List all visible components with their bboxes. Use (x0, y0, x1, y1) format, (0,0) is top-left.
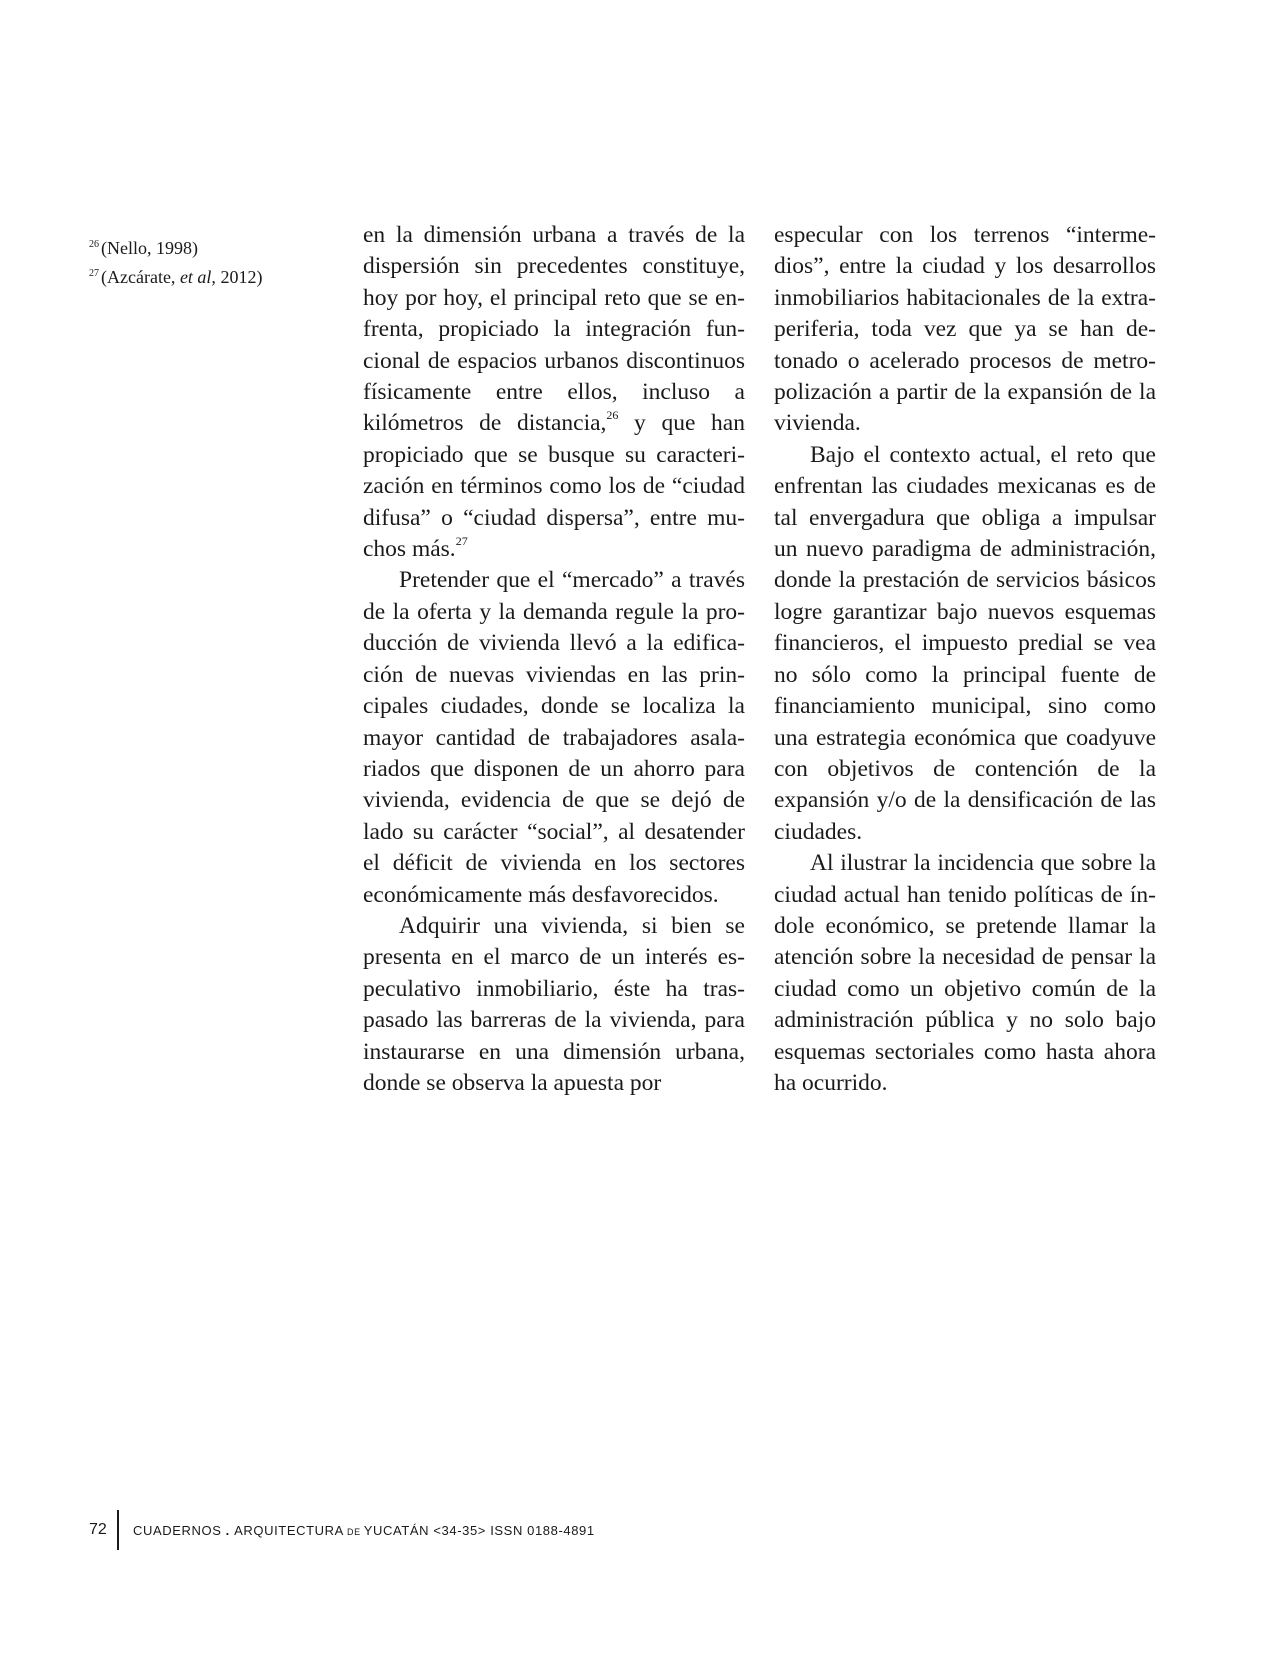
journal-separator: . (221, 1522, 235, 1538)
footer-divider (117, 1510, 119, 1550)
footnote-italic: et al, (179, 267, 216, 287)
paragraph: Al ilustrar la incidencia que sobre la ciudad actual han tenido políticas de índole económico, se pretende llamar la atención sobre la necesidad de pensar la ciudad como un objetivo común de la administración pública y no solo bajo esquemas sectoriales como hasta ahora ha ocurrido. (774, 850, 1156, 1096)
journal-region: YUCATÁN (363, 1522, 430, 1538)
page-footer (89, 1510, 595, 1550)
footnote-ref: 27 (455, 534, 468, 549)
journal-name: CUADERNOS (133, 1522, 222, 1538)
footnote-number: 26 (89, 239, 99, 250)
journal-title (133, 1523, 595, 1538)
paragraph (363, 220, 745, 565)
paragraph-text: y que han propiciado que se busque su caracterización en términos como los de “ciudad difusa” o “ciudad dispersa”, entre muchos más. (363, 410, 745, 563)
footnote-text: (Azcárate, (101, 267, 180, 287)
paragraph: especular con los terrenos “intermedios”, entre la ciudad y los desarrollos inmobiliarios habitacionales de la extra-periferia, toda vez que ya se han detonado o acelerado procesos de metropolización a partir de la expansión de la vivienda. (774, 222, 1156, 437)
journal-issue: <34-35> ISSN 0188-4891 (429, 1522, 595, 1538)
page-number: 72 (89, 1521, 107, 1538)
footnote-27 (89, 261, 289, 290)
footnote-26 (89, 232, 289, 261)
journal-subject: ARQUITECTURA (234, 1522, 344, 1538)
footnote-text: 2012) (215, 267, 263, 287)
text-column-right (774, 220, 1156, 1099)
paragraph: Adquirir una vivienda, si bien se presenta en el marco de un interés especulativo inmobiliario, éste ha traspasado las barreras de la vivienda, para instaurarse en una dimensión urbana, donde se observa la apuesta por (363, 912, 745, 1096)
text-column-left (363, 220, 745, 1099)
paragraph: Bajo el contexto actual, el reto que enfrentan las ciudades mexicanas es de tal envergadura que obliga a impulsar un nuevo paradigma de administración, donde la prestación de servicios básicos logre garantizar bajo nuevos esquemas financieros, el impuesto predial se vea no sólo como la principal fuente de financiamiento municipal, sino como una estrategia económica que coadyuve con objetivos de contención de la expansión y/o de la densificación de las ciudades. (774, 441, 1156, 845)
footnote-text: (Nello, 1998) (101, 238, 198, 258)
footnote-number: 27 (89, 268, 99, 279)
footnotes (89, 232, 289, 290)
paragraph-text: en la dimensión urbana a través de la dispersión sin precedentes constituye, hoy por hoy, el principal reto que se enfrenta, propiciado la integración funcional de espacios urbanos discontinuos físicamente entre ellos, incluso a kilómetros de distancia, (363, 222, 745, 437)
paragraph: Pretender que el “mercado” a través de la oferta y la demanda regule la producción de vivienda llevó a la edificación de nuevas viviendas en las principales ciudades, donde se localiza la mayor cantidad de trabajadores asalariados que disponen de un ahorro para vivienda, evidencia de que se dejó de lado su carácter “social”, al desatender el déficit de vivienda en los sectores económicamente más desfavorecidos. (363, 567, 745, 908)
journal-preposition: DE (343, 1526, 364, 1537)
footnote-ref: 26 (606, 408, 619, 423)
